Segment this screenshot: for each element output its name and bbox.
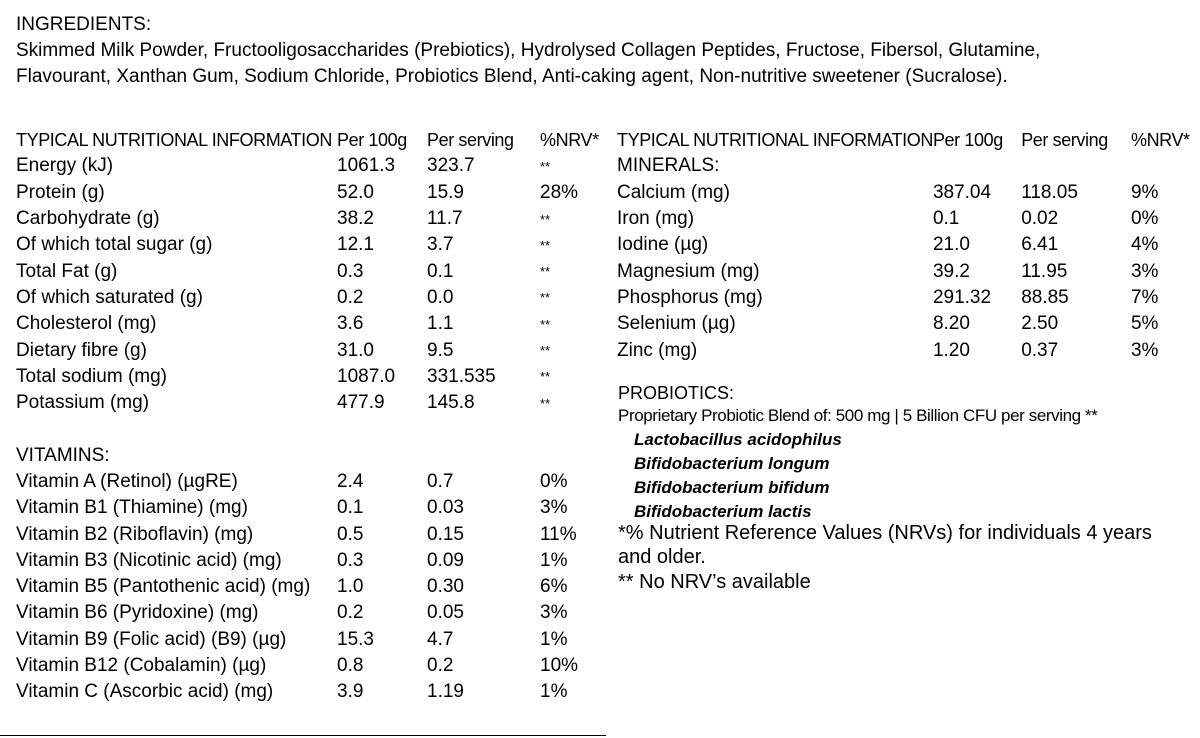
nrv-value: 3% [540, 497, 568, 519]
nrv-value: 7% [1130, 286, 1159, 308]
table-row [617, 206, 1200, 232]
strain-item: Bifidobacterium lactis [634, 502, 812, 521]
strain-item: Bifidobacterium bifidum [634, 478, 830, 497]
table-row [16, 311, 610, 337]
nutrient-name: Selenium (µg) [617, 313, 736, 335]
per-100g-value: 15.3 [337, 628, 374, 650]
per-serving-value: 0.2 [427, 655, 454, 677]
per-serving-value: 0.30 [427, 576, 464, 598]
table-header-row [16, 127, 610, 153]
per-serving-value: 0.05 [427, 602, 464, 624]
table-row [617, 180, 1200, 206]
nrv-value: 0% [1130, 208, 1159, 230]
nrv-note-line-1: *% Nutrient Reference Values (NRVs) for individuals 4 years [618, 522, 1152, 544]
table-row [16, 521, 610, 547]
per-serving-value: 0.03 [427, 497, 464, 519]
nrv-value: ** [540, 343, 551, 359]
per-100g-value: 0.2 [337, 286, 364, 308]
nrv-value: ** [540, 395, 551, 411]
per-serving-value: Per serving [427, 129, 514, 150]
table-row [16, 153, 610, 179]
bottom-divider [0, 735, 606, 736]
nrv-value: 11% [540, 523, 577, 545]
per-serving-value: 0.0 [427, 286, 454, 308]
per-100g-value: 8.20 [932, 313, 970, 335]
per-serving-value: 88.85 [1021, 286, 1069, 308]
spacer-row [16, 416, 610, 442]
nutrient-name: Vitamin B12 (Cobalamin) (µg) [16, 655, 267, 677]
ingredients-line-1: Skimmed Milk Powder, Fructooligosaccharides (Prebiotics), Hydrolysed Collagen Peptides, Fructose, Fibersol, Glutamine, [16, 40, 1041, 61]
table-row [16, 337, 610, 363]
per-100g-value: 0.5 [337, 523, 364, 545]
per-serving-value: 1.1 [427, 313, 454, 335]
nutrient-name: Carbohydrate (g) [16, 208, 160, 230]
per-serving-value: 3.7 [427, 234, 454, 256]
nrv-value: 10% [540, 655, 579, 677]
nutrient-name: Of which saturated (g) [16, 286, 203, 308]
nrv-value: ** [540, 316, 551, 332]
nutrient-name: Vitamin B9 (Folic acid) (B9) (µg) [16, 628, 287, 650]
per-100g-value: 1087.0 [337, 365, 396, 387]
per-100g-value: 1.20 [932, 339, 970, 361]
strain-item: Bifidobacterium longum [634, 454, 830, 473]
nrv-value: 3% [540, 602, 568, 624]
per-100g-value: 291.32 [932, 286, 992, 308]
table-row [16, 180, 610, 206]
nrv-value: %NRV* [1130, 129, 1190, 150]
nutrient-name: Iron (mg) [617, 208, 695, 230]
nrv-value: 1% [540, 681, 568, 703]
no-nrv-note: ** No NRV’s available [618, 571, 811, 593]
per-serving-value: 0.02 [1021, 208, 1059, 230]
nutrient-name: Potassium (mg) [16, 392, 150, 414]
per-serving-value: 11.7 [427, 208, 463, 230]
nrv-value: ** [540, 158, 551, 174]
per-100g-value: 12.1 [337, 234, 374, 256]
nutrient-name: Total sodium (mg) [16, 365, 167, 387]
ingredients-title: INGREDIENTS: [16, 14, 152, 35]
nrv-value: 1% [540, 628, 568, 650]
per-100g-value: 31.0 [337, 339, 374, 361]
per-100g-value: 1.0 [337, 576, 364, 598]
per-100g-value: 39.2 [932, 260, 970, 282]
nrv-value: 9% [1130, 181, 1159, 203]
nutrient-name: Vitamin B2 (Riboflavin) (mg) [16, 523, 254, 545]
per-serving-value: 0.15 [427, 523, 464, 545]
per-serving-value: 1.19 [427, 681, 464, 703]
minerals-title: MINERALS: [617, 155, 720, 177]
per-serving-value: 11.95 [1021, 260, 1068, 282]
spacer [16, 416, 610, 442]
per-100g-value: 0.2 [337, 602, 364, 624]
table-row [16, 679, 610, 705]
per-serving-value: 0.09 [427, 549, 464, 571]
nutrient-name: Iodine (µg) [617, 234, 709, 256]
table-row [16, 285, 610, 311]
per-100g-value: 0.1 [932, 208, 960, 230]
nrv-value: 28% [540, 181, 579, 203]
table-row [16, 469, 610, 495]
per-serving-value: 118.05 [1021, 181, 1078, 203]
per-serving-value: 6.41 [1021, 234, 1059, 256]
per-100g-value: Per 100g [337, 129, 407, 150]
per-100g-value: 21.0 [932, 234, 970, 256]
table-row [16, 574, 610, 600]
nrv-value: 3% [1130, 339, 1159, 361]
vitamins-title-row [16, 443, 610, 469]
table-row [16, 627, 610, 653]
nrv-value: 1% [540, 549, 568, 571]
per-100g-value: Per 100g [932, 129, 1003, 150]
per-serving-value: 9.5 [427, 339, 454, 361]
nutrient-name: Dietary fibre (g) [16, 339, 147, 361]
nrv-value: 0% [540, 471, 568, 492]
nrv-value: ** [540, 211, 551, 227]
nutrition-table-left [16, 127, 610, 706]
nrv-note-line-2: and older. [618, 546, 706, 568]
nutrient-name: Vitamin B6 (Pyridoxine) (mg) [16, 602, 259, 624]
nutrient-name: Magnesium (mg) [617, 260, 760, 282]
per-100g-value: 0.3 [337, 549, 364, 571]
per-100g-value: 3.9 [337, 681, 364, 703]
probiotics-title: PROBIOTICS: [618, 383, 735, 403]
nutrient-name: Total Fat (g) [16, 260, 118, 282]
table-row [617, 285, 1200, 311]
per-serving-value: 323.7 [427, 155, 475, 177]
nrv-value: ** [540, 369, 551, 385]
nutrient-name: Vitamin B3 (Nicotinic acid) (mg) [16, 549, 282, 571]
nutrient-name: Calcium (mg) [617, 181, 730, 203]
per-100g-value: 387.04 [932, 181, 992, 203]
nutrition-table-right [617, 127, 1200, 364]
nutrient-name: Phosphorus (mg) [617, 286, 763, 308]
table-row [617, 258, 1200, 284]
nutrient-name: Zinc (mg) [617, 339, 698, 361]
table-row [16, 495, 610, 521]
nrv-value: %NRV* [540, 129, 599, 150]
per-100g-value: 0.3 [337, 260, 364, 282]
nutrient-name: Of which total sugar (g) [16, 234, 213, 256]
table-row [16, 232, 610, 258]
per-100g-value: 38.2 [337, 208, 374, 230]
table-row [16, 548, 610, 574]
nrv-value: 5% [1130, 313, 1159, 335]
per-serving-value: 0.37 [1021, 339, 1059, 361]
nutrient-name: Vitamin B5 (Pantothenic acid) (mg) [16, 576, 311, 598]
per-100g-value: 0.8 [337, 655, 364, 677]
nrv-value: 4% [1130, 234, 1159, 256]
table-row [617, 311, 1200, 337]
table-row [16, 600, 610, 626]
nutrient-name: TYPICAL NUTRITIONAL INFORMATION [16, 129, 332, 150]
per-serving-value: 0.7 [427, 471, 454, 492]
nutrient-name: TYPICAL NUTRITIONAL INFORMATION [617, 129, 933, 150]
table-row [16, 653, 610, 679]
per-100g-value: 0.1 [337, 497, 364, 519]
nrv-value: 3% [1130, 260, 1159, 282]
nutrient-name: Vitamin C (Ascorbic acid) (mg) [16, 681, 274, 703]
table-row [16, 364, 610, 390]
vitamins-title: VITAMINS: [16, 444, 110, 466]
nutrient-name: Energy (kJ) [16, 155, 114, 177]
nrv-value: ** [540, 237, 551, 253]
per-100g-value: 2.4 [337, 471, 364, 492]
table-header-row [617, 127, 1200, 153]
table-row [16, 258, 610, 284]
per-100g-value: 477.9 [337, 392, 385, 414]
nrv-value: ** [540, 290, 551, 306]
per-serving-value: 145.8 [427, 392, 475, 414]
minerals-title-row [617, 153, 1200, 179]
table-row [617, 337, 1200, 363]
per-serving-value: 4.7 [427, 628, 454, 650]
nrv-value: ** [540, 264, 551, 280]
nrv-value: 6% [540, 576, 568, 598]
nutrient-name: Vitamin A (Retinol) (µgRE) [16, 471, 238, 492]
table-row [617, 232, 1200, 258]
table-row [16, 390, 610, 416]
nutrient-name: Protein (g) [16, 181, 105, 203]
ingredients-line-2: Flavourant, Xanthan Gum, Sodium Chloride, Probiotics Blend, Anti-caking agent, Non-nutritive sweetener (Sucralose). [16, 66, 1008, 87]
per-serving-value: Per serving [1021, 129, 1108, 150]
probiotic-blend-line: Proprietary Probiotic Blend of: 500 mg | 5 Billion CFU per serving ** [618, 406, 1098, 425]
nutrient-name: Cholesterol (mg) [16, 313, 157, 335]
per-100g-value: 52.0 [337, 181, 374, 203]
per-serving-value: 331.535 [427, 365, 496, 387]
per-serving-value: 15.9 [427, 181, 464, 203]
per-serving-value: 2.50 [1021, 313, 1059, 335]
nutrient-name: Vitamin B1 (Thiamine) (mg) [16, 497, 248, 519]
per-serving-value: 0.1 [427, 260, 454, 282]
strain-item: Lactobacillus acidophilus [634, 430, 842, 449]
table-row [16, 206, 610, 232]
per-100g-value: 1061.3 [337, 155, 396, 177]
per-100g-value: 3.6 [337, 313, 364, 335]
